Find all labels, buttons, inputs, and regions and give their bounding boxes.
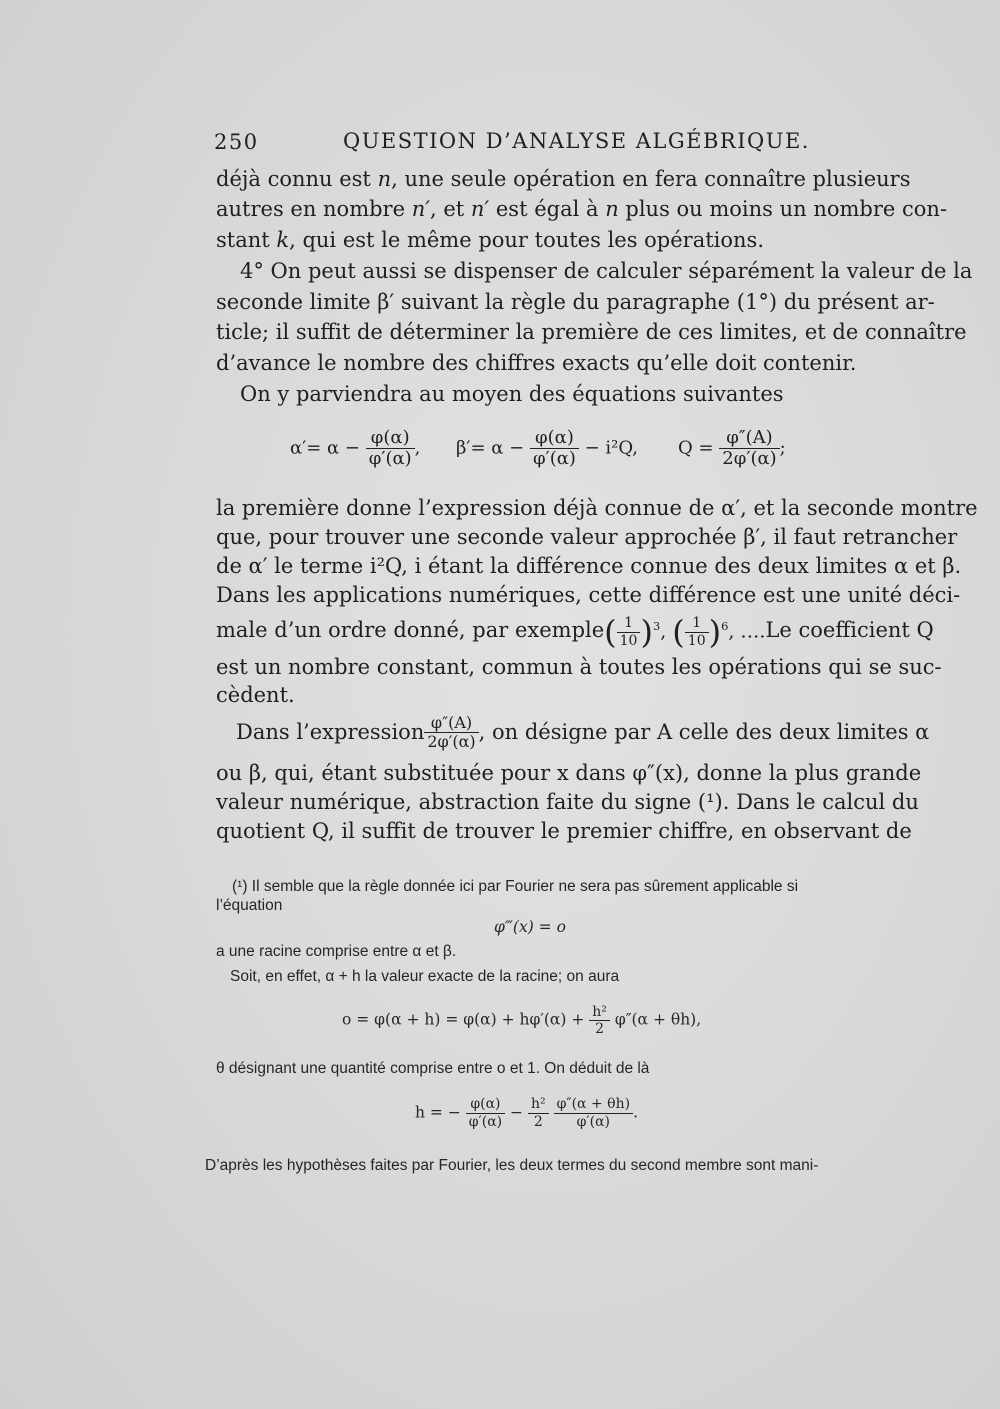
paragraph-line: 4° On peut aussi se dispenser de calculer séparément la valeur de la (240, 259, 973, 283)
footnote-line: θ désignant une quantité comprise entre o et 1. On déduit de là (216, 1060, 650, 1077)
paragraph-line: la première donne l’expression déjà connue de α′, et la seconde montre (216, 496, 978, 520)
paragraph-line: ticle; il suffit de déterminer la première de ces limites, et de connaître (216, 320, 967, 344)
paragraph-line: de α′ le terme i²Q, i étant la différence connue des deux limites α et β. (216, 554, 962, 578)
paragraph-line: ou β, qui, étant substituée pour x dans φ″(x), donne la plus grande (216, 761, 922, 785)
equation-q: Q = $\frac{\varphi''(A)}{2\varphi'(\alpha)}$ ; (678, 427, 786, 469)
footnote-equation: h = − $\frac{\varphi(\alpha)}{\varphi'(\alpha)}$ − $\frac{\text{h²}}{2}$ $\frac{\varphi''(\alpha + \theta h)}{\varphi'(\alpha)}$ . (415, 1096, 638, 1130)
paragraph-line: Dans les applications numériques, cette différence est une unité déci- (216, 583, 961, 607)
footnote-line: l’équation (216, 897, 283, 914)
paragraph-line: On y parviendra au moyen des équations suivantes (240, 382, 784, 406)
paragraph-line: quotient Q, il suffit de trouver le premier chiffre, en observant de (216, 819, 912, 843)
footnote-line: a une racine comprise entre α et β. (216, 943, 457, 960)
footnote-equation: φ‴(x) = o (494, 918, 566, 936)
paragraph-line: déjà connu est n, une seule opération en fera connaître plusieurs (216, 167, 911, 191)
footnote-line: D’après les hypothèses faites par Fourier, les deux termes du second membre sont mani- (205, 1157, 819, 1174)
paragraph-line: cèdent. (216, 683, 295, 707)
paragraph-line-with-example: male d’un ordre donné, par exemple ( $\frac{1}{10}$ )$^3$, ( $\frac{1}{10}$ )$^6$, …. Le coefficient Q (216, 612, 934, 651)
page-number: 250 (214, 130, 259, 154)
paragraph-line: autres en nombre n′, et n′ est égal à n plus ou moins un nombre con- (216, 197, 948, 221)
paragraph-line: que, pour trouver une seconde valeur approchée β′, il faut retrancher (216, 525, 958, 549)
equation-beta-prime: β′= α − $\frac{\varphi(\alpha)}{\varphi'(\alpha)}$ − i²Q, (456, 427, 638, 469)
paragraph-line: est un nombre constant, commun à toutes les opérations qui se suc- (216, 655, 942, 679)
paragraph-line: stant k, qui est le même pour toutes les opérations. (216, 228, 765, 252)
paragraph-line: d’avance le nombre des chiffres exacts qu’elle doit contenir. (216, 351, 857, 375)
running-title: QUESTION D’ANALYSE ALGÉBRIQUE. (343, 129, 810, 153)
footnote-equation: o = φ(α + h) = φ(α) + hφ′(α) + $\frac{\text{h²}}{2}$ φ″(α + θh), (342, 1004, 702, 1037)
footnote-line: Soit, en effet, α + h la valeur exacte de la racine; on aura (230, 968, 620, 985)
paragraph-line: valeur numérique, abstraction faite du signe (¹). Dans le calcul du (216, 790, 919, 814)
equation-alpha-prime: α′= α − $\frac{\varphi(\alpha)}{\varphi'(\alpha)}$ , (290, 427, 421, 469)
paragraph-line-with-fraction: Dans l’expression $\frac{\varphi''(A)}{2\varphi'(\alpha)}$ , on désigne par A celle des deux limites α (236, 713, 930, 751)
footnote-line: (¹) Il semble que la règle donnée ici par Fourier ne sera pas sûrement applicable si (232, 878, 799, 895)
paragraph-line: seconde limite β′ suivant la règle du paragraphe (1°) du présent ar- (216, 290, 935, 314)
